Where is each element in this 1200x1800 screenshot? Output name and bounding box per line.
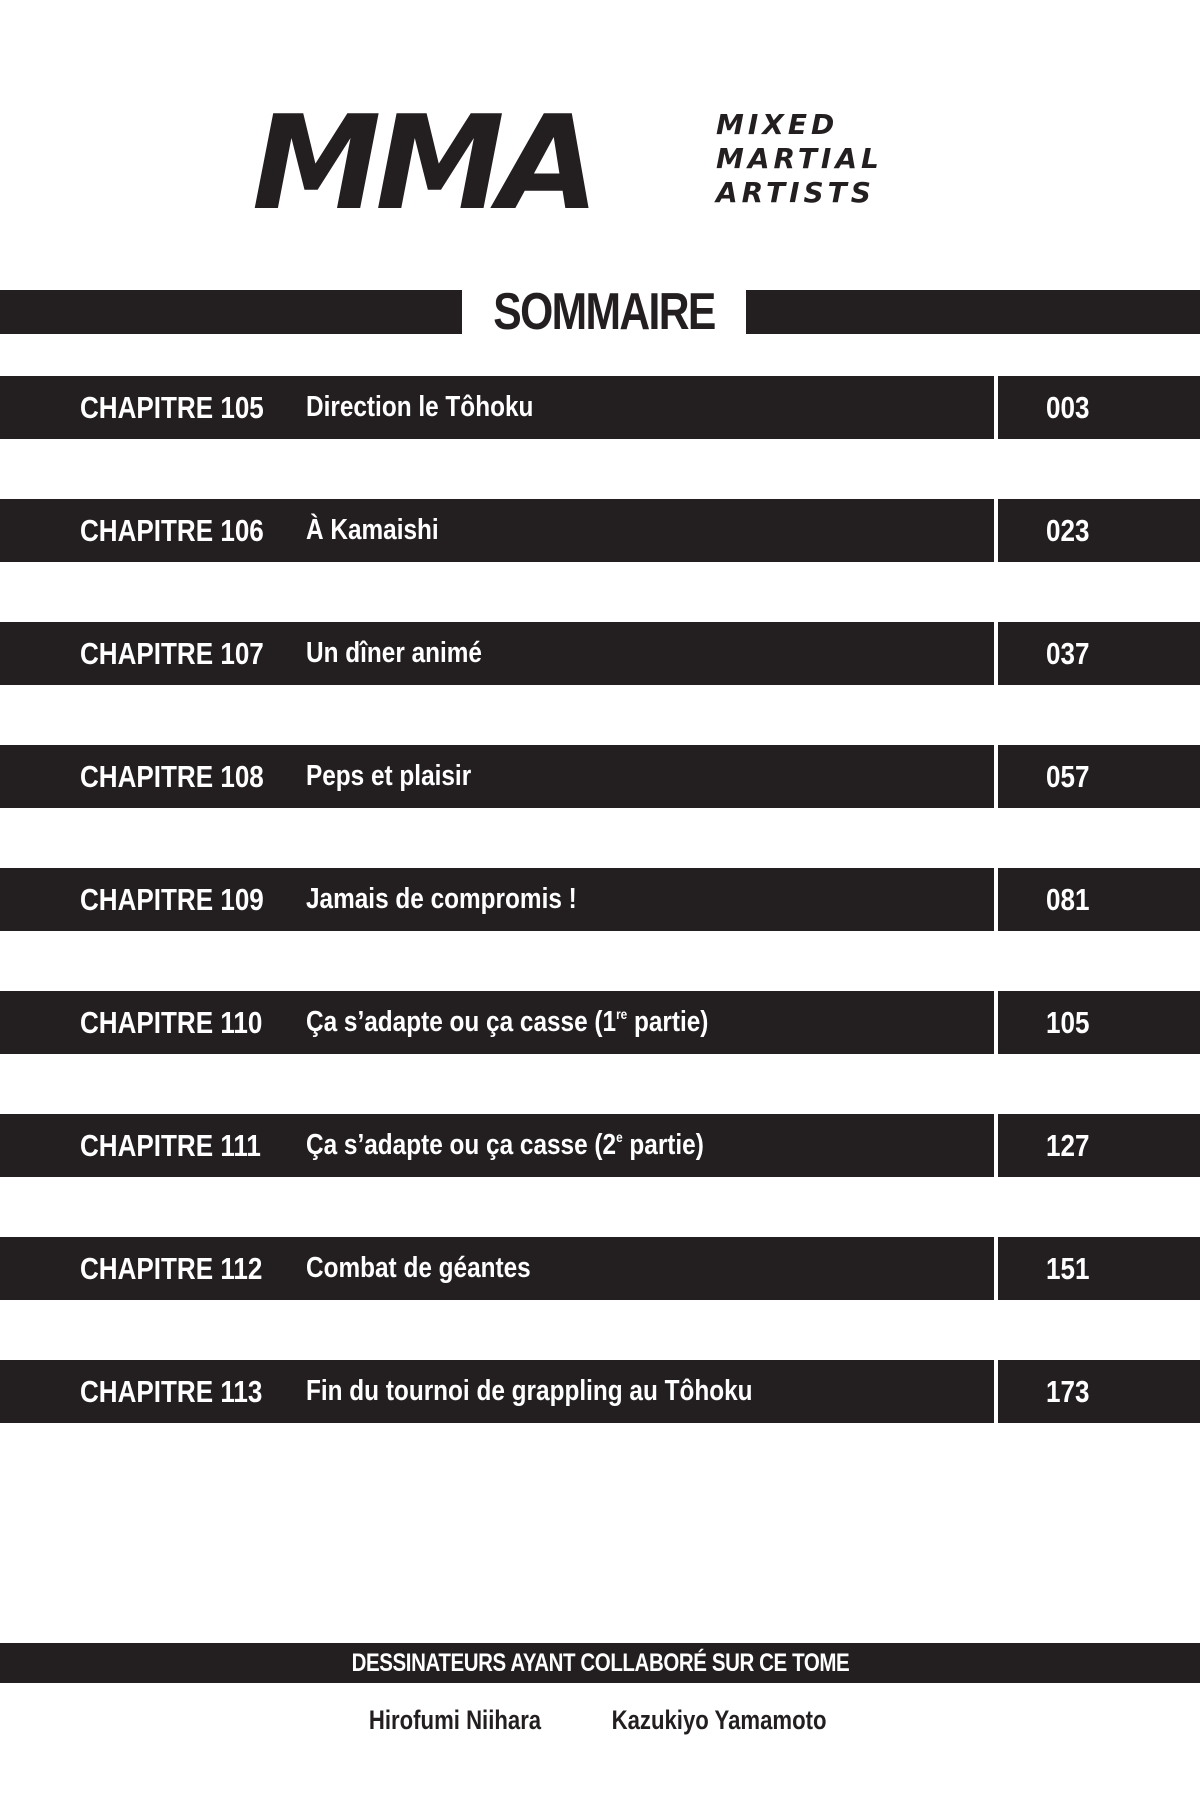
chapter-title [306, 1114, 704, 1177]
heading-bar-left [0, 290, 462, 334]
toc-row [0, 499, 1200, 562]
chapter-title-start: Ça s’adapte ou ça casse (1 [306, 1006, 617, 1038]
logo-line-3: ARTISTS [716, 176, 875, 209]
toc-page-cell [998, 1360, 1200, 1423]
chapter-number: CHAPITRE 110 [80, 1005, 263, 1040]
credits-artists [0, 1700, 1200, 1740]
chapter-title: À Kamaishi [306, 514, 439, 546]
chapter-title: Jamais de compromis ! [306, 883, 577, 915]
heading-bar-right [746, 290, 1200, 334]
toc-page-cell [998, 376, 1200, 439]
chapter-title [306, 991, 708, 1054]
chapter-page: 151 [1046, 1251, 1090, 1286]
chapter-page: 023 [1046, 513, 1090, 548]
chapter-title-end: partie) [627, 1006, 709, 1038]
chapter-page: 081 [1046, 882, 1090, 917]
logo-main-text: MMA [252, 108, 594, 212]
chapter-number: CHAPITRE 111 [80, 1128, 261, 1163]
toc-row [0, 1114, 1200, 1177]
chapter-number: CHAPITRE 105 [80, 390, 264, 425]
chapter-title: Un dîner animé [306, 637, 482, 669]
chapter-title: Fin du tournoi de grappling au Tôhoku [306, 1375, 753, 1407]
chapter-page: 127 [1046, 1128, 1090, 1163]
toc-page-cell [998, 1114, 1200, 1177]
chapter-title: Peps et plaisir [306, 760, 472, 792]
toc-row [0, 991, 1200, 1054]
page-title: SOMMAIRE [493, 283, 715, 341]
chapter-title-start: Ça s’adapte ou ça casse (2 [306, 1129, 617, 1161]
chapter-page: 173 [1046, 1374, 1090, 1409]
chapter-number: CHAPITRE 106 [80, 513, 264, 548]
toc-row [0, 376, 1200, 439]
artist-name: Kazukiyo Yamamoto [611, 1705, 827, 1735]
chapter-title-end: partie) [622, 1129, 704, 1161]
chapter-page: 057 [1046, 759, 1090, 794]
chapter-page: 037 [1046, 636, 1090, 671]
table-of-contents [0, 376, 1200, 1483]
logo-subtitle [716, 108, 956, 212]
chapter-title: Combat de géantes [306, 1252, 531, 1284]
toc-page-cell [998, 745, 1200, 808]
chapter-title-ordinal: e [616, 1129, 623, 1145]
chapter-number: CHAPITRE 107 [80, 636, 264, 671]
toc-page-cell [998, 868, 1200, 931]
toc-page-cell [998, 499, 1200, 562]
mma-logo [250, 108, 950, 218]
toc-page-cell [998, 622, 1200, 685]
chapter-number: CHAPITRE 108 [80, 759, 264, 794]
credits-heading-text: DESSINATEURS AYANT COLLABORÉ SUR CE TOME [351, 1649, 849, 1677]
toc-row [0, 1360, 1200, 1423]
chapter-title: Direction le Tôhoku [306, 391, 534, 423]
chapter-page: 003 [1046, 390, 1090, 425]
logo-mma-wordmark [250, 108, 695, 212]
logo-line-2: MARTIAL [716, 142, 883, 175]
toc-page-cell [998, 1237, 1200, 1300]
toc-row [0, 1237, 1200, 1300]
toc-row [0, 745, 1200, 808]
toc-row [0, 868, 1200, 931]
toc-page-cell [998, 991, 1200, 1054]
chapter-page: 105 [1046, 1005, 1090, 1040]
toc-row [0, 622, 1200, 685]
chapter-title-ordinal: re [616, 1006, 628, 1022]
chapter-number: CHAPITRE 109 [80, 882, 264, 917]
credits-heading [0, 1643, 1200, 1683]
artist-name: Hirofumi Niihara [369, 1705, 542, 1735]
chapter-number: CHAPITRE 113 [80, 1374, 263, 1409]
chapter-number: CHAPITRE 112 [80, 1251, 263, 1286]
logo-line-1: MIXED [716, 108, 839, 141]
